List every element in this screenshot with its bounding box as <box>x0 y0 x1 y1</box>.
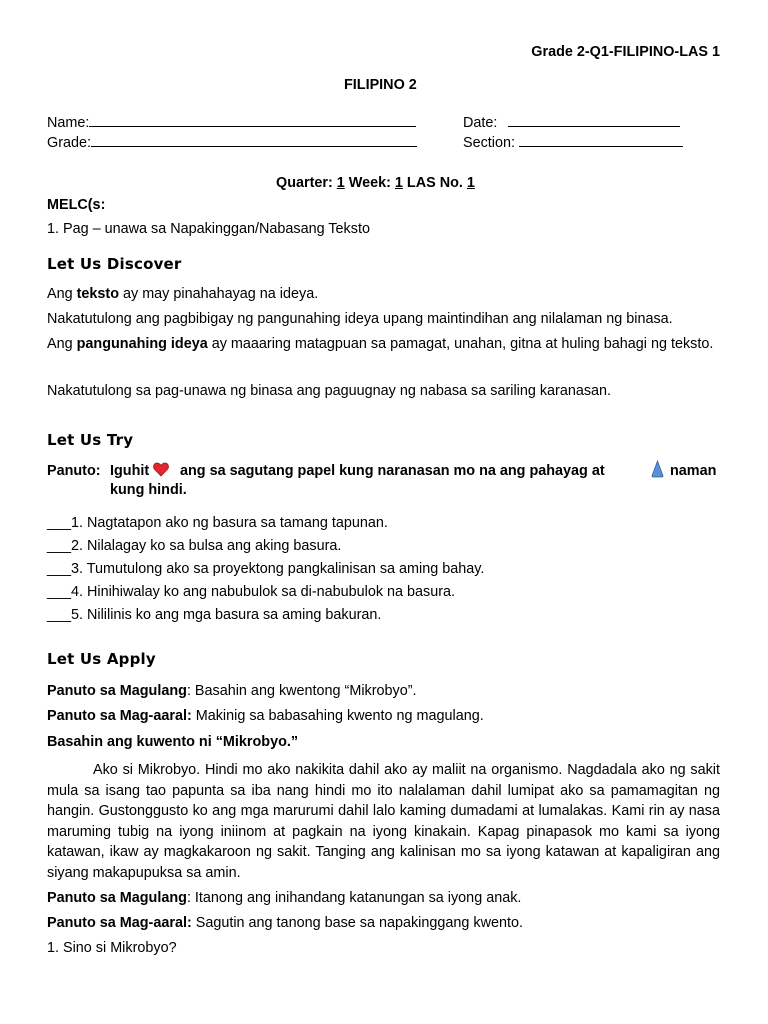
try-item-3 <box>47 561 484 577</box>
answer-blank[interactable]: ___ <box>47 515 72 531</box>
try-item-5 <box>47 607 381 623</box>
week-label: Week: <box>344 175 395 191</box>
parent-instruction-label: Panuto sa Magulang <box>47 890 187 906</box>
drop-icon <box>651 460 664 482</box>
melc-label: MELC(s: <box>47 197 106 213</box>
discover-p1-text-a: Ang <box>47 286 77 302</box>
apply-heading: Let Us Apply <box>47 650 156 668</box>
document-code: Grade 2-Q1-FILIPINO-LAS 1 <box>531 44 720 60</box>
try-item-text: 4. Hinihiwalay ko ang nabubulok sa di-nabubulok na basura. <box>71 584 456 600</box>
grade-line <box>91 134 417 147</box>
try-instruction-naman: naman <box>670 463 717 479</box>
date-line <box>508 114 680 127</box>
apply-student-instruction-2 <box>47 915 523 931</box>
grade-label: Grade: <box>47 135 91 151</box>
answer-blank[interactable]: ___ <box>47 607 72 623</box>
try-heading: Let Us Try <box>47 431 134 449</box>
discover-paragraph-4: Nakatutulong sa pag-unawa ng binasa ang paguugnay ng nabasa sa sariling karanasan. <box>47 383 612 399</box>
quarter-number: 1 <box>336 175 345 191</box>
discover-p1-text-c: ay may pinahahayag na ideya. <box>119 286 319 302</box>
try-item-text: 3. Tumutulong ako sa proyektong pangkalinisan sa aming bahay. <box>71 561 485 577</box>
try-item-1 <box>47 515 388 531</box>
answer-blank[interactable]: ___ <box>47 538 72 554</box>
grade-field[interactable] <box>47 134 417 151</box>
discover-p3-text-a: Ang <box>47 336 77 352</box>
discover-p3-bold: pangunahing ideya <box>76 336 208 352</box>
las-label: LAS No. <box>402 175 467 191</box>
discover-paragraph-2: Nakatutulong ang pagbibigay ng pangunahing ideya upang maintindihan ang nilalaman ng binasa. <box>47 311 673 327</box>
section-line <box>519 134 683 147</box>
story-paragraph: Ako si Mikrobyo. Hindi mo ako nakikita dahil ako ay maliit na organismo. Nagdadala ako ng sakit mula sa isang tao papunta sa iba nang hindi mo ito nalalaman dahil lumipat ako sa pamamagitan ng hangin. Gustonggusto ko ang mga marurumi dahil lalo kaming dumadami at lumalakas. Kami rin ay nasa maruming tubig na iyong iniinom at pagkain na iyong kinakain. Kapag pinapasok mo kami sa iyong katawan, ikaw ay magkakaroon ng sakit. Tanging ang kalinisan mo sa iyong katawan at kapaligiran ang siyang makapupuksa sa amin. <box>47 762 720 881</box>
answer-blank[interactable]: ___ <box>47 584 72 600</box>
subject-title: FILIPINO 2 <box>344 77 417 93</box>
try-item-4 <box>47 584 455 600</box>
discover-paragraph-1 <box>47 286 318 302</box>
name-label: Name: <box>47 115 90 131</box>
melc-item: 1. Pag – unawa sa Napakinggan/Nabasang Teksto <box>47 221 370 237</box>
question-1: 1. Sino si Mikrobyo? <box>47 940 177 956</box>
las-number: 1 <box>466 175 475 191</box>
try-item-text: 1. Nagtatapon ako ng basura sa tamang tapunan. <box>71 515 388 531</box>
date-label: Date: <box>463 115 498 131</box>
apply-student-instruction <box>47 708 484 724</box>
apply-parent-instruction-2 <box>47 890 521 906</box>
discover-p1-bold: teksto <box>76 286 119 302</box>
student-instruction-text: Makinig sa babasahing kwento ng magulang. <box>191 708 484 724</box>
student-instruction-label: Panuto sa Mag-aaral: <box>47 915 192 931</box>
answer-blank[interactable]: ___ <box>47 561 72 577</box>
try-instruction-text: ang sa sagutang papel kung naranasan mo na ang pahayag at <box>180 463 605 479</box>
try-item-text: 5. Nililinis ko ang mga basura sa aming bakuran. <box>71 607 382 623</box>
heart-icon <box>153 462 169 481</box>
discover-paragraph-3 <box>47 334 720 355</box>
student-instruction-label: Panuto sa Mag-aaral: <box>47 708 192 724</box>
quarter-label: Quarter: <box>276 175 337 191</box>
student-instruction-text: Sagutin ang tanong base sa napakinggang kwento. <box>191 915 523 931</box>
name-field[interactable] <box>47 114 416 131</box>
parent-instruction-label: Panuto sa Magulang <box>47 683 187 699</box>
parent-instruction-text: : Basahin ang kwentong “Mikrobyo”. <box>186 683 417 699</box>
apply-parent-instruction <box>47 683 417 699</box>
story-title: Basahin ang kuwento ni “Mikrobyo.” <box>47 734 299 750</box>
try-instruction-word: Iguhit <box>110 463 150 479</box>
week-number: 1 <box>394 175 403 191</box>
date-field[interactable] <box>463 114 680 131</box>
section-field[interactable] <box>463 134 683 151</box>
try-item-2 <box>47 538 341 554</box>
discover-p3-text-c: ay maaaring matagpuan sa pamagat, unahan, gitna at huling bahagi ng teksto. <box>207 336 714 352</box>
quarter-line <box>276 175 475 191</box>
try-instruction-line2: kung hindi. <box>110 482 187 498</box>
try-instruction-label: Panuto: <box>47 463 101 479</box>
name-line <box>89 114 416 127</box>
try-item-text: 2. Nilalagay ko sa bulsa ang aking basura. <box>71 538 342 554</box>
discover-heading: Let Us Discover <box>47 255 182 273</box>
parent-instruction-text: : Itanong ang inihandang katanungan sa iyong anak. <box>186 890 522 906</box>
section-label: Section: <box>463 135 515 151</box>
